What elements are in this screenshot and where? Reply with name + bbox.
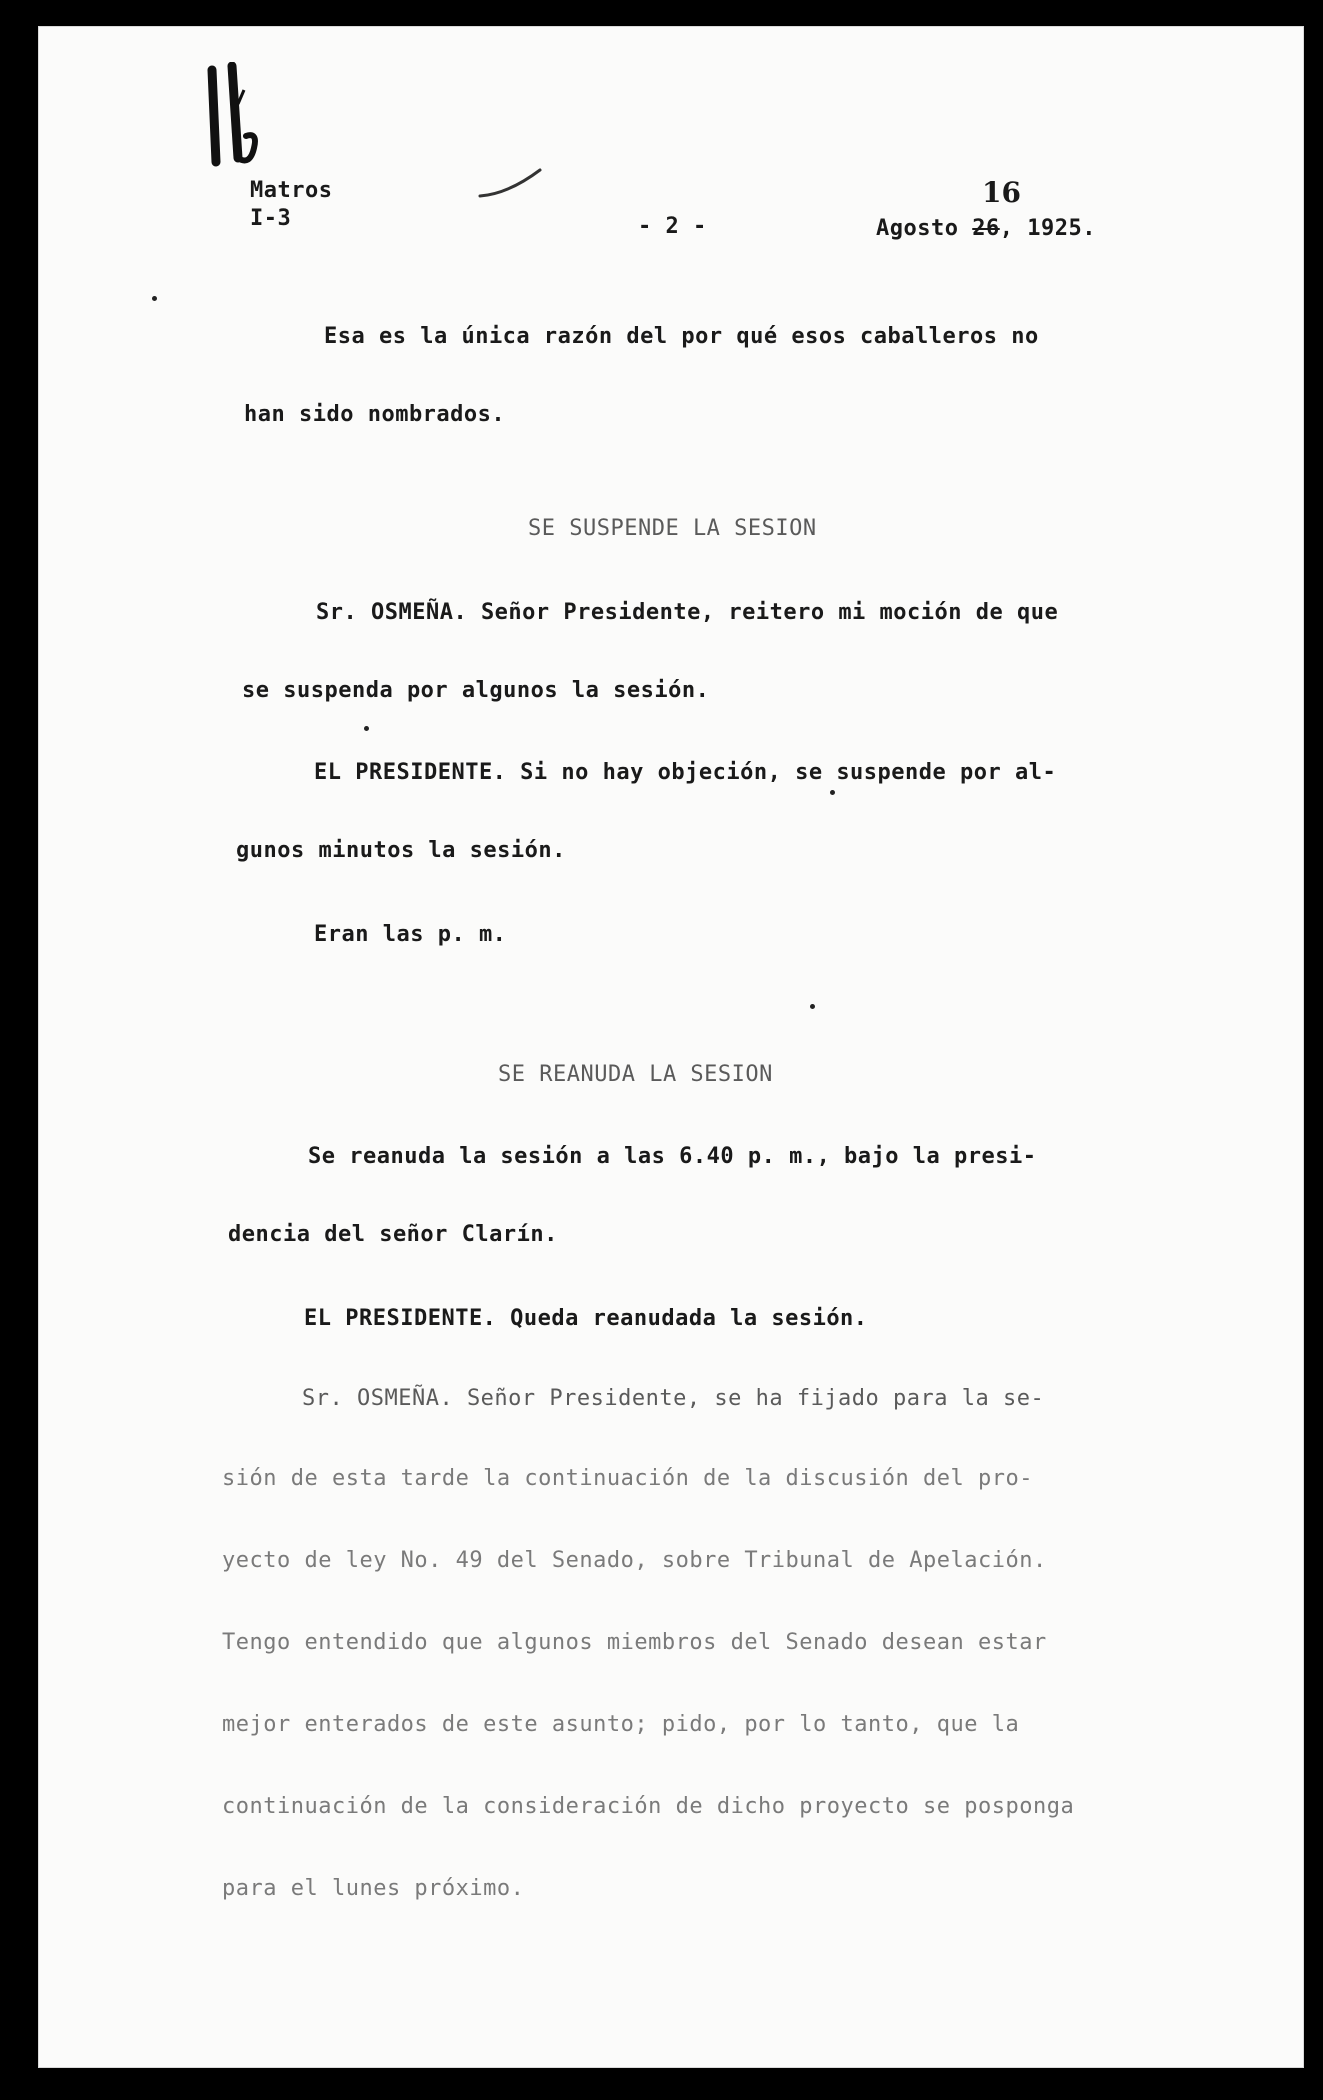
date-suffix: , 1925. bbox=[999, 216, 1096, 241]
header-name: Matros bbox=[250, 178, 333, 203]
paragraph-7-line-4: Tengo entendido que algunos miembros del Senado desean estar bbox=[222, 1630, 1047, 1655]
date-prefix: Agosto bbox=[876, 216, 959, 241]
paragraph-7-line-1: Sr. OSMEÑA. Señor Presidente, se ha fijado para la se- bbox=[302, 1386, 1045, 1411]
paragraph-6-line-1: EL PRESIDENTE. Queda reanudada la sesión. bbox=[304, 1306, 868, 1331]
paragraph-7-line-6: continuación de la consideración de dicho proyecto se posponga bbox=[222, 1794, 1075, 1819]
date-day-handwritten: 16 bbox=[982, 176, 1021, 209]
scan-speck bbox=[830, 790, 835, 795]
paragraph-3-line-1: EL PRESIDENTE. Si no hay objeción, se suspende por al- bbox=[314, 760, 1057, 785]
paragraph-2-line-2: se suspenda por algunos la sesión. bbox=[242, 678, 710, 703]
paragraph-4-line-1: Eran las p. m. bbox=[314, 922, 507, 947]
paragraph-1-line-2: han sido nombrados. bbox=[244, 402, 506, 427]
scan-speck bbox=[364, 726, 369, 731]
date-day-struck: 26 bbox=[972, 216, 1000, 241]
document-page bbox=[38, 26, 1304, 2068]
heading-reanuda: SE REANUDA LA SESION bbox=[498, 1062, 773, 1087]
paragraph-7-line-5: mejor enterados de este asunto; pido, por lo tanto, que la bbox=[222, 1712, 1020, 1737]
paragraph-5-line-1: Se reanuda la sesión a las 6.40 p. m., bajo la presi- bbox=[308, 1144, 1037, 1169]
page-number: - 2 - bbox=[638, 214, 707, 239]
paragraph-1-line-1: Esa es la única razón del por qué esos caballeros no bbox=[324, 324, 1039, 349]
paragraph-3-line-2: gunos minutos la sesión. bbox=[236, 838, 566, 863]
pen-stroke-icon bbox=[478, 164, 548, 204]
paragraph-7-line-3: yecto de ley No. 49 del Senado, sobre Tribunal de Apelación. bbox=[222, 1548, 1047, 1573]
paragraph-2-line-1: Sr. OSMEÑA. Señor Presidente, reitero mi moción de que bbox=[316, 600, 1059, 625]
scan-speck bbox=[810, 1004, 815, 1009]
header-code: I-3 bbox=[250, 206, 292, 231]
paragraph-7-line-7: para el lunes próximo. bbox=[222, 1876, 525, 1901]
paragraph-7-line-2: sión de esta tarde la continuación de la discusión del pro- bbox=[222, 1466, 1033, 1491]
paragraph-5-line-2: dencia del señor Clarín. bbox=[228, 1222, 558, 1247]
handwritten-mark-icon bbox=[198, 62, 278, 172]
header-date bbox=[876, 216, 1096, 241]
scan-speck bbox=[152, 296, 157, 301]
heading-suspende: SE SUSPENDE LA SESION bbox=[528, 516, 817, 541]
